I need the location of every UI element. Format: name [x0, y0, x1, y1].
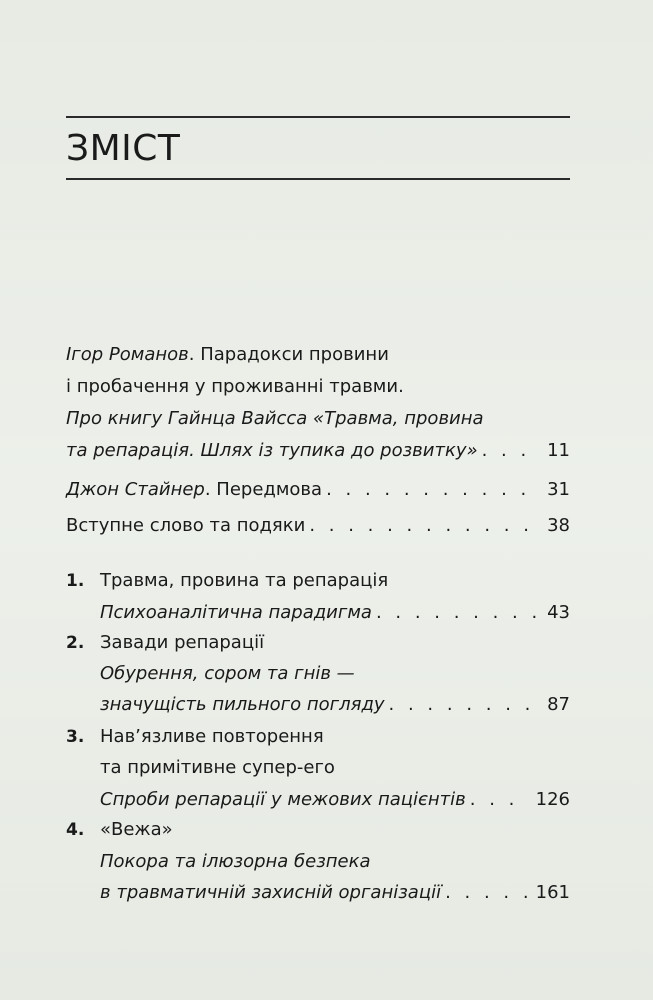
chapter-subtitle: Психоаналітична парадигма: [100, 602, 372, 623]
leader-dots: [309, 511, 541, 541]
chapter-number: 4.: [66, 820, 85, 840]
page-number: 126: [535, 789, 570, 810]
toc-entry-romanov-line2: і пробачення у проживанні травми.: [66, 376, 404, 397]
leader-dots: [445, 878, 530, 908]
toc-entry-romanov-sub1: Про книгу Гайнца Вайсса «Травма, провина: [66, 408, 484, 429]
leader-dots: [376, 598, 541, 628]
toc-chapter-3[interactable]: [100, 785, 570, 815]
chapter-title: Завади репарації: [100, 632, 265, 653]
entry-title: . Парадокси провини: [188, 344, 389, 365]
page-number: 87: [547, 694, 570, 715]
entry-subtitle: та репарація. Шлях із тупика до розвитку»: [66, 440, 478, 461]
chapter-title: та примітивне супер-его: [100, 757, 335, 778]
chapter-subtitle: Покора та ілюзорна безпека: [100, 851, 371, 872]
toc-entry-romanov-line1: [66, 340, 570, 370]
toc-entry-intro[interactable]: [66, 511, 570, 541]
page-number: 43: [547, 602, 570, 623]
chapter-title: Нав’язливе повторення: [100, 726, 324, 747]
page-number: 31: [547, 479, 570, 500]
chapter-subtitle: Спроби репарації у межових пацієнтів: [100, 789, 466, 810]
leader-dots: [326, 475, 541, 505]
chapter-number: 3.: [66, 727, 85, 747]
entry-author: Джон Стайнер: [66, 479, 205, 500]
leader-dots: [470, 785, 530, 815]
entry-text: [66, 475, 322, 505]
page-number: 11: [547, 440, 570, 461]
toc-chapter-2[interactable]: [100, 690, 570, 720]
bottom-rule: [66, 178, 570, 180]
leader-dots: [482, 436, 541, 466]
chapter-subtitle: в травматичній захисній організації: [100, 882, 442, 903]
chapter-subtitle: Обурення, сором та гнів —: [100, 663, 355, 684]
page-title: ЗМІСТ: [66, 128, 181, 169]
top-rule: [66, 116, 570, 118]
entry-title: . Передмова: [204, 479, 323, 500]
entry-author: Ігор Романов: [66, 344, 189, 365]
toc-entry-steiner[interactable]: [66, 475, 570, 505]
toc-entry-romanov-sub2[interactable]: [66, 436, 570, 466]
chapter-number: 1.: [66, 571, 85, 591]
toc-chapter-4[interactable]: [100, 878, 570, 908]
chapter-subtitle: значущість пильного погляду: [100, 694, 385, 715]
toc-chapter-1[interactable]: [100, 598, 570, 628]
page-number: 38: [547, 515, 570, 536]
chapter-title: Травма, провина та репарація: [100, 570, 389, 591]
leader-dots: [389, 690, 542, 720]
page-number: 161: [535, 882, 570, 903]
entry-title: Вступне слово та подяки: [66, 515, 306, 536]
chapter-title: «Вежа»: [100, 819, 173, 840]
chapter-number: 2.: [66, 633, 85, 653]
